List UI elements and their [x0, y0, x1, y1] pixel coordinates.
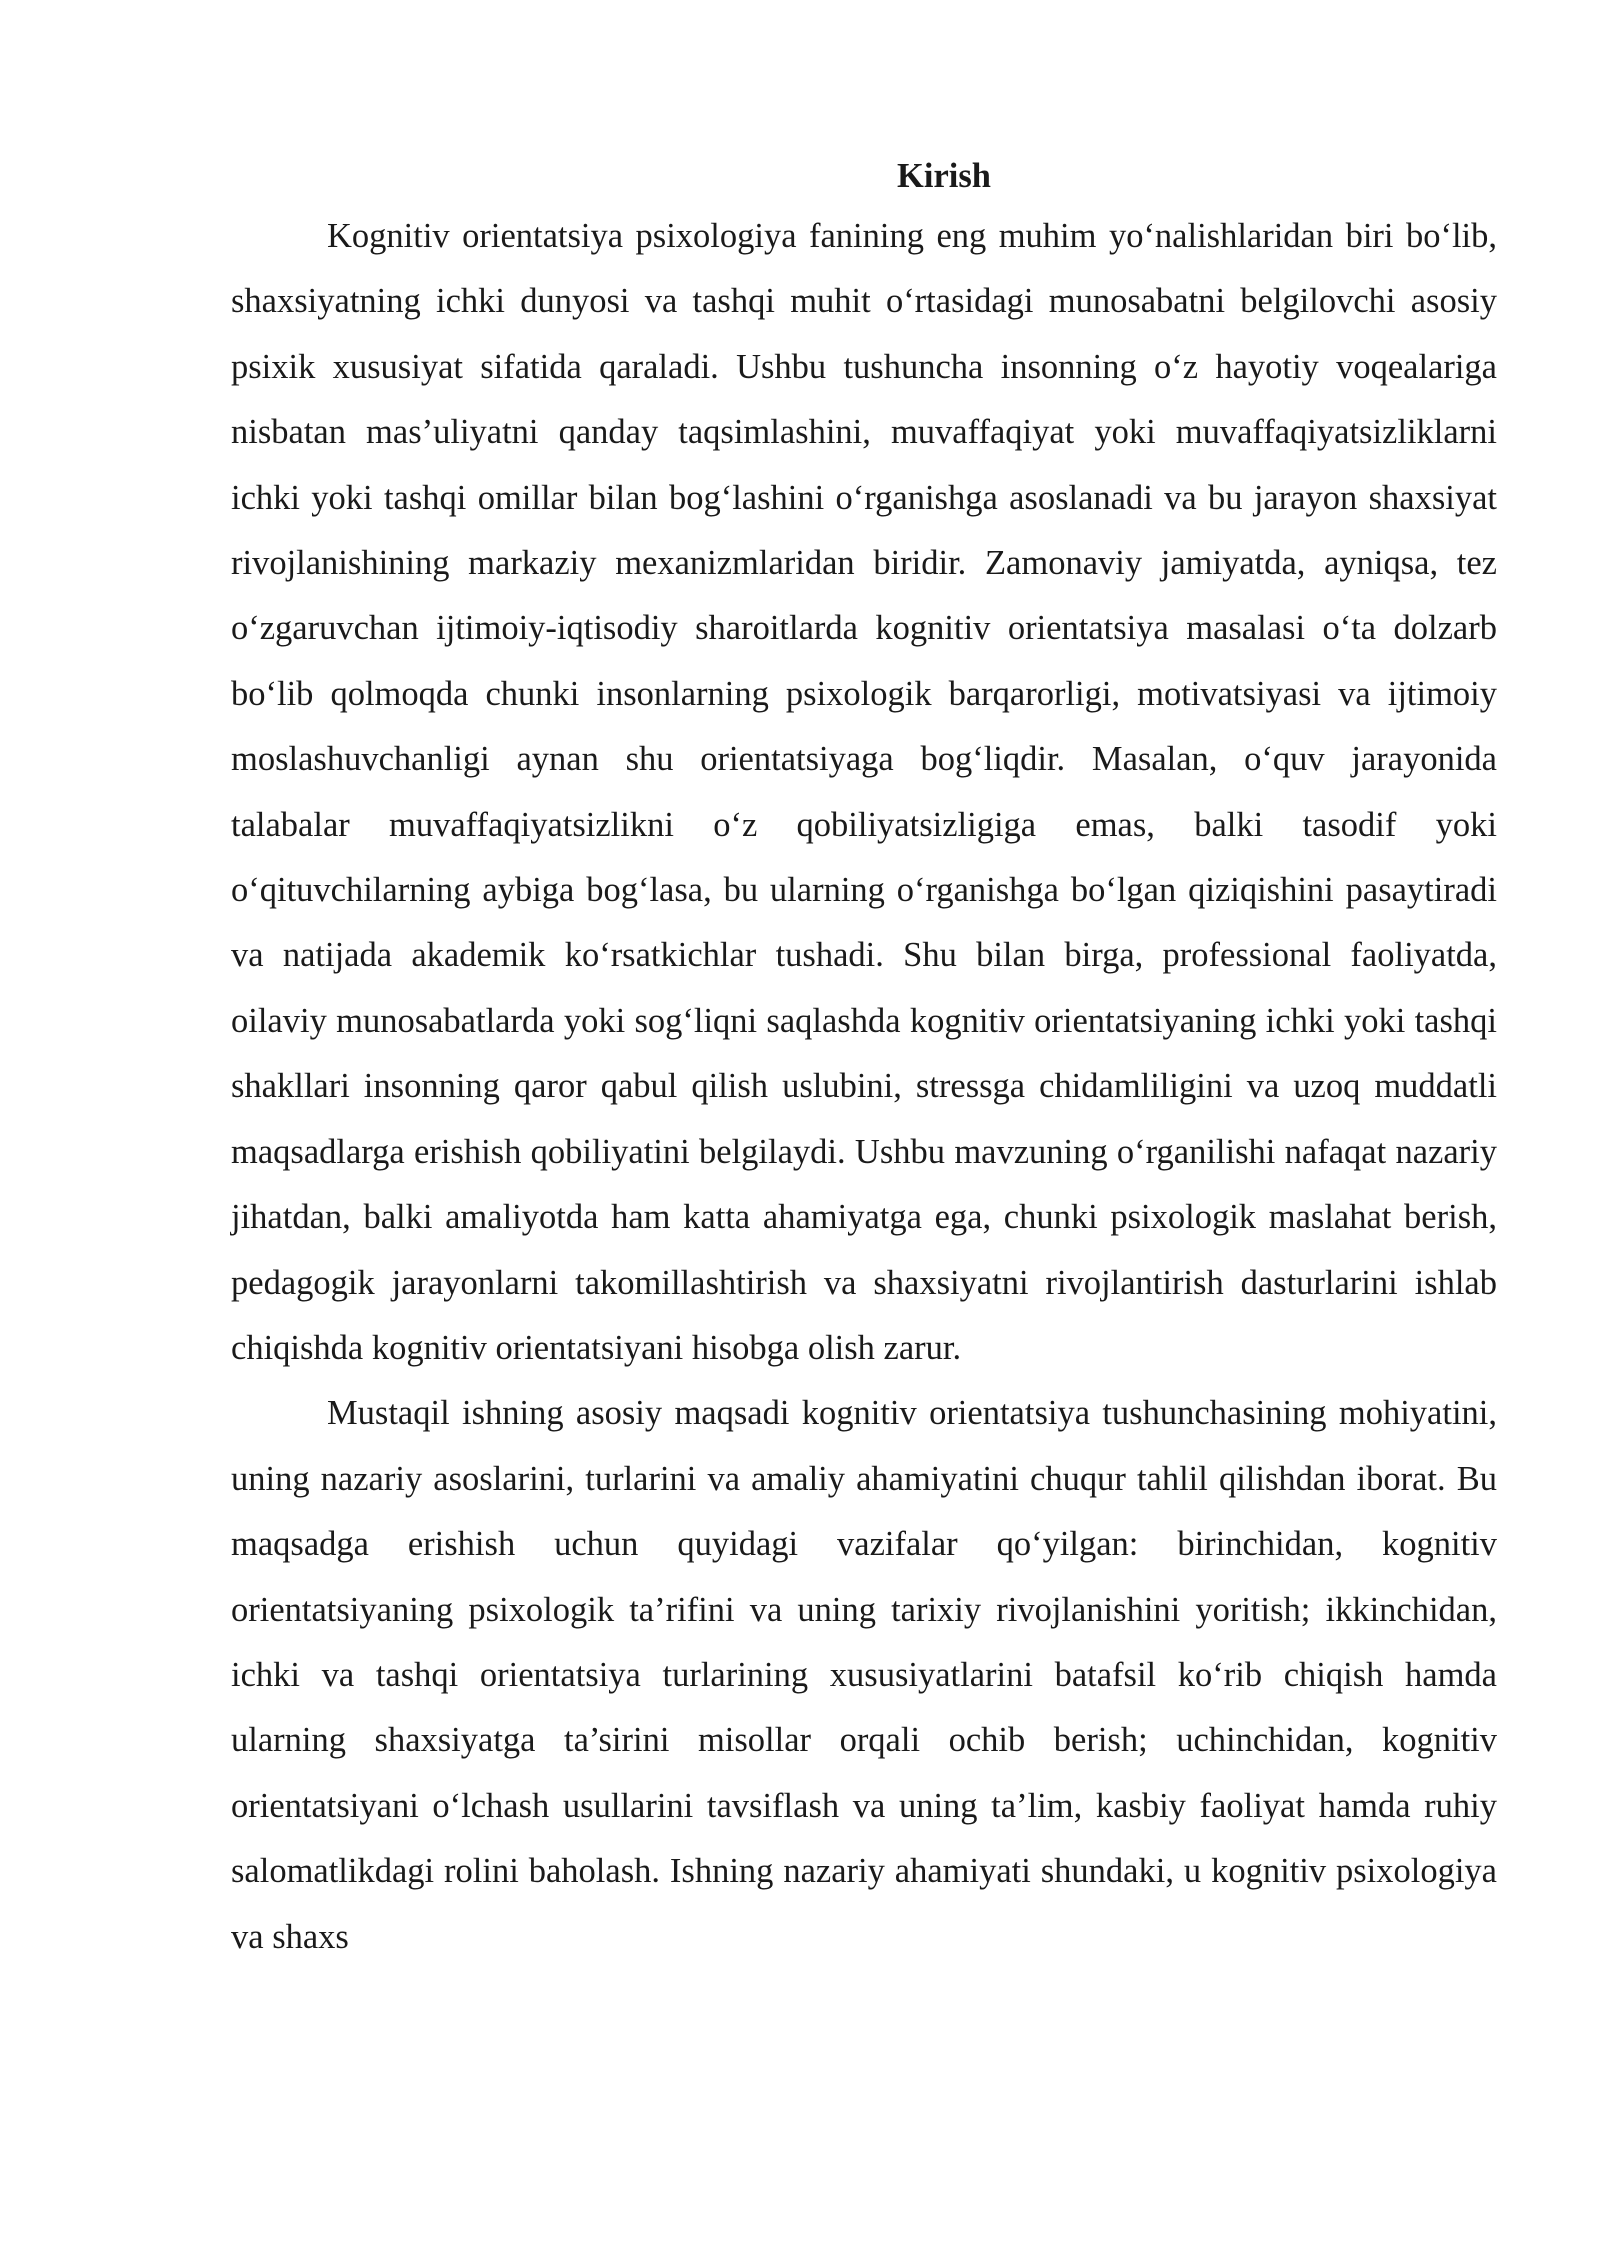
body-paragraph-1: Kognitiv orientatsiya psixologiya fanining eng muhim yo‘nalishlaridan biri bo‘lib, shaxsiyatning ichki dunyosi va tashqi muhit o‘rtasidagi munosabatni belgilovchi asosiy psixik xususiyat sifatida qaraladi. Ushbu tushuncha insonning o‘z hayotiy voqealariga nisbatan mas’uliyatni qanday taqsimlashini, muvaffaqiyat yoki muvaffaqiyatsizliklarni ichki yoki tashqi omillar bilan bog‘lashini o‘rganishga asoslanadi va bu jarayon shaxsiyat rivojlanishining markaziy mexanizmlaridan biridir. Zamonaviy jamiyatda, ayniqsa, tez o‘zgaruvchan ijtimoiy-iqtisodiy sharoitlarda kognitiv orientatsiya masalasi o‘ta dolzarb bo‘lib qolmoqda chunki insonlarning psixologik barqarorligi, motivatsiyasi va ijtimoiy moslashuvchanligi aynan shu orientatsiyaga bog‘liqdir. Masalan, o‘quv jarayonida talabalar muvaffaqiyatsizlikni o‘z qobiliyatsizligiga emas, balki tasodif yoki o‘qituvchilarning aybiga bog‘lasa, bu ularning o‘rganishga bo‘lgan qiziqishini pasaytiradi va natijada akademik ko‘rsatkichlar tushadi. Shu bilan birga, professional faoliyatda, oilaviy munosabatlarda yoki sog‘liqni saqlashda kognitiv orientatsiyaning ichki yoki tashqi shakllari insonning qaror qabul qilish uslubini, stressga chidamliligini va uzoq muddatli maqsadlarga erishish qobiliyatini belgilaydi. Ushbu mavzuning o‘rganilishi nafaqat nazariy jihatdan, balki amaliyotda ham katta ahamiyatga ega, chunki psixologik maslahat berish, pedagogik jarayonlarni takomillashtirish va shaxsiyatni rivojlantirish dasturlarini ishlab chiqishda kognitiv orientatsiyani hisobga olish zarur.: [231, 217, 1497, 1367]
section-title: Kirish: [897, 157, 991, 195]
page-content: [231, 148, 1497, 1970]
body-paragraph-2: Mustaqil ishning asosiy maqsadi kognitiv orientatsiya tushunchasining mohiyatini, uning nazariy asoslarini, turlarini va amaliy ahamiyatini chuqur tahlil qilishdan iborat. Bu maqsadga erishish uchun quyidagi vazifalar qo‘yilgan: birinchidan, kognitiv orientatsiyaning psixologik ta’rifini va uning tarixiy rivojlanishini yoritish; ikkinchidan, ichki va tashqi orientatsiya turlarining xususiyatlarini batafsil ko‘rib chiqish hamda ularning shaxsiyatga ta’sirini misollar orqali ochib berish; uchinchidan, kognitiv orientatsiyani o‘lchash usullarini tavsiflash va uning ta’lim, kasbiy faoliyat hamda ruhiy salomatlikdagi rolini baholash. Ishning nazariy ahamiyati shundaki, u kognitiv psixologiya va shaxs: [231, 1394, 1497, 1956]
